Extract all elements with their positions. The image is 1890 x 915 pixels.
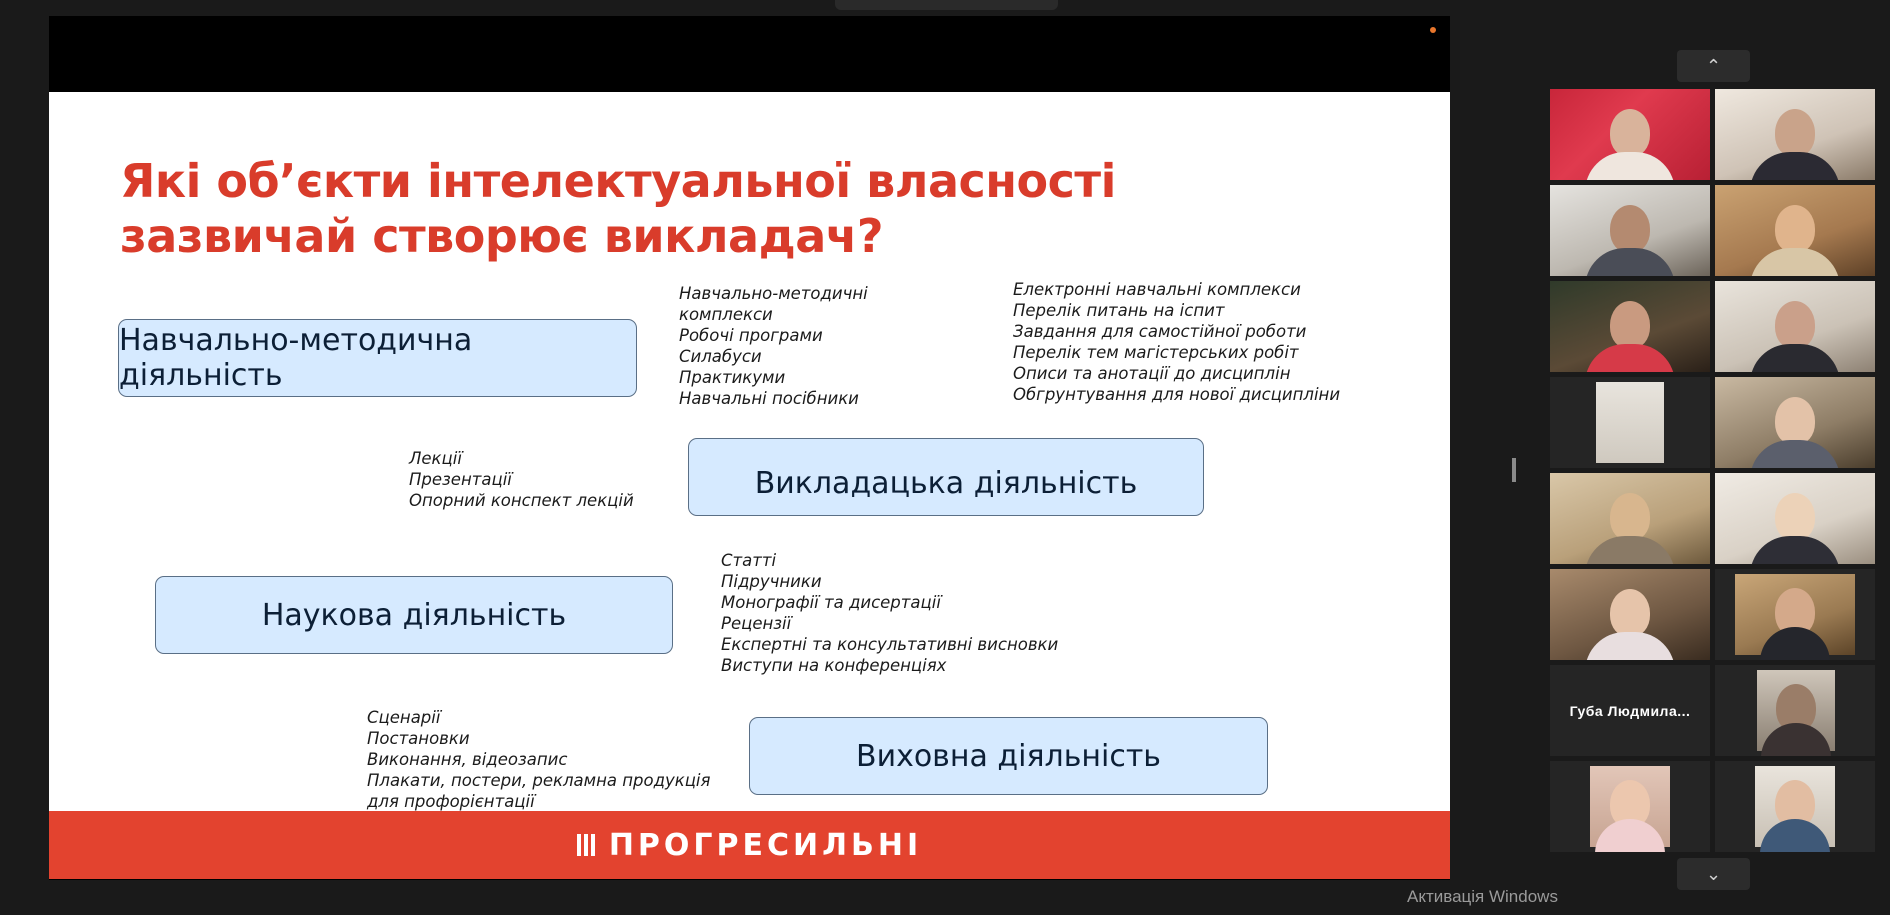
list-item: Перелік питань на іспит [1013,301,1225,320]
presentation-slide [49,92,1450,879]
participant-face [1775,109,1815,157]
participant-face [1775,493,1815,541]
participant-video-tile[interactable] [1715,377,1875,468]
participant-body [1750,440,1840,468]
participant-body [1750,536,1840,564]
box-methodical-activity [118,319,637,397]
participant-face [1775,301,1815,349]
list-item: Рецензії [721,614,792,633]
list-item: Електронні навчальні комплекси [1013,280,1301,299]
participant-video-tile[interactable] [1715,665,1875,756]
gallery-scroll-down-button[interactable] [1677,858,1750,890]
participant-video-tile[interactable] [1550,377,1710,468]
box-methodical-label: Навчально-методична діяльність [119,323,473,393]
list-item: Лекції [409,449,462,468]
participant-video-tile[interactable] [1715,473,1875,564]
participant-photo [1590,766,1670,847]
participant-face [1610,301,1650,349]
list-item: Робочі програми [679,326,823,345]
participant-video-feed [1596,382,1664,463]
participant-video-tile[interactable] [1550,761,1710,852]
recording-indicator-icon [1430,27,1436,33]
participant-body [1760,627,1830,660]
participant-name-tile[interactable] [1550,665,1710,756]
participant-video-tile[interactable] [1550,473,1710,564]
participant-body [1760,819,1830,852]
participant-photo [1757,670,1835,751]
box-scientific-activity [155,576,673,654]
participant-video-tile[interactable] [1550,281,1710,372]
list-item: Монографії та дисертації [721,593,941,612]
participant-body [1585,152,1675,180]
brand-bars-icon [577,834,595,856]
participant-video-tile[interactable] [1550,185,1710,276]
list-item: комплекси [679,305,773,324]
list-item: Описи та анотації до дисциплін [1013,364,1291,383]
participant-video-tile[interactable] [1715,569,1875,660]
participant-body [1750,344,1840,372]
list-item: Навчальні посібники [679,389,859,408]
list-item: для профорієнтації [367,792,535,811]
participant-video-tile[interactable] [1550,569,1710,660]
brand-name: ПРОГРЕСИЛЬНІ [608,827,923,863]
box-educational-label: Виховна діяльність [856,738,1161,774]
list-item: Сценарії [367,708,441,727]
box-educational-activity [749,717,1268,795]
list-item: Підручники [721,572,822,591]
participant-face [1610,109,1650,157]
participant-video-tile[interactable] [1715,761,1875,852]
gallery-scroll-up-button[interactable] [1677,50,1750,82]
box-scientific-label: Наукова діяльність [261,597,567,633]
list-item: Практикуми [679,368,786,387]
list-methodical-right [1013,279,1340,405]
participant-face [1610,205,1650,253]
list-item: Презентації [409,470,512,489]
list-item: Експертні та консультативні висновки [721,635,1059,654]
list-item: Завдання для самостійної роботи [1013,322,1307,341]
participant-body [1585,536,1675,564]
slide-footer [49,811,1450,879]
list-teaching [409,448,634,511]
box-teaching-label: Викладацька діяльність [754,465,1138,501]
participant-body [1585,344,1675,372]
participant-face [1610,493,1650,541]
chevron-up-icon: ⌃ [1705,55,1722,76]
list-item: Виконання, відеозапис [367,750,568,769]
participant-face [1775,205,1815,253]
participant-name: Губа Людмила... [1569,702,1691,719]
participant-body [1585,248,1675,276]
list-item: Плакати, постери, рекламна продукція [367,771,711,790]
participant-video-feed [1735,574,1855,655]
participant-face [1610,589,1650,637]
list-item: Силабуси [679,347,762,366]
participant-video-tile[interactable] [1715,185,1875,276]
list-item: Перелік тем магістерських робіт [1013,343,1299,362]
participant-video-tile[interactable] [1715,281,1875,372]
participant-body [1750,248,1840,276]
participant-video-tile[interactable] [1550,89,1710,180]
box-teaching-activity [688,438,1204,516]
participant-video-tile[interactable] [1715,89,1875,180]
chevron-down-icon: ⌄ [1705,863,1722,884]
list-item: Навчально-методичні [679,284,868,303]
panel-resize-handle[interactable] [1512,458,1516,482]
list-scientific [721,550,1058,676]
list-item: Статті [721,551,777,570]
participant-body [1750,152,1840,180]
slide-title: Які об’єкти інтелектуальної власності зазвичай створює викладач? [120,154,1116,263]
list-educational [367,707,710,812]
list-methodical-left [679,283,868,409]
brand-logo [577,828,922,863]
participant-body [1595,819,1665,852]
top-toolbar-tab[interactable] [835,0,1058,10]
list-item: Виступи на конференціях [721,656,947,675]
participant-body [1761,723,1831,756]
list-item: Обгрунтування для нової дисципліни [1013,385,1341,404]
participant-photo [1755,766,1835,847]
windows-activation-watermark: Активація Windows [1407,887,1558,906]
participant-face [1775,397,1815,445]
participant-body [1585,632,1675,660]
list-item: Опорний конспект лекцій [409,491,634,510]
list-item: Постановки [367,729,470,748]
